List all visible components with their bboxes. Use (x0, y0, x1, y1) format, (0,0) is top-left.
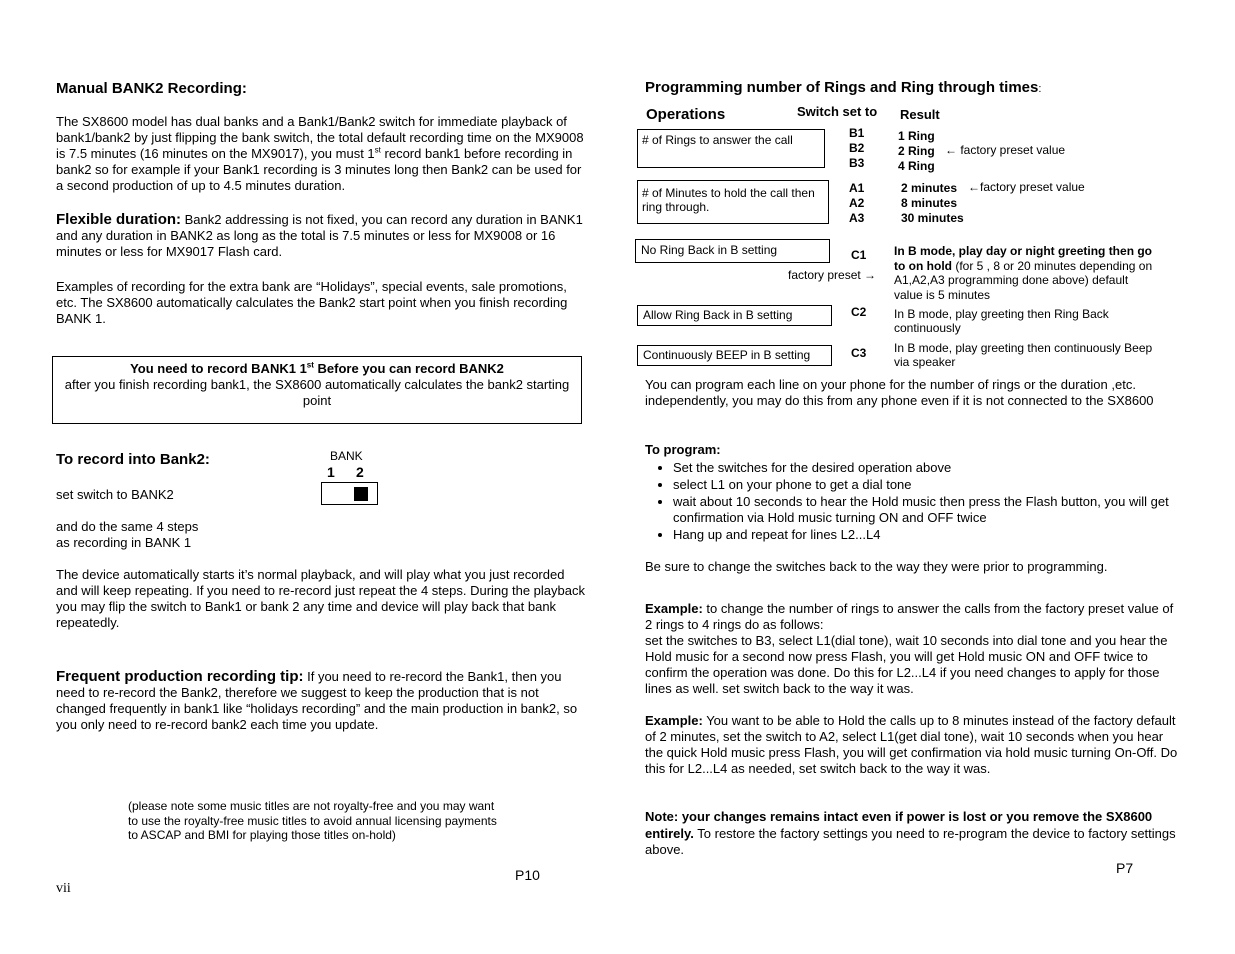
example-1-label: Example: (645, 601, 703, 616)
step-1: • Set the switches for the desired operation above (673, 460, 1198, 476)
code-c2: C2 (851, 305, 867, 319)
result-1-ring: 1 Ring (898, 129, 935, 143)
col-switch: Switch set to (797, 104, 878, 119)
code-b2: B2 (849, 141, 865, 155)
code-a1: A1 (849, 181, 865, 195)
note-text: To restore the factory settings you need to re-program the device to factory settings above. (645, 825, 1176, 857)
step-3: • wait about 10 seconds to hear the Hold music then press the Flash button, you will get confirmation via Hold music turning ON and OFF twice (673, 494, 1198, 526)
right-heading-colon: : (1038, 83, 1042, 95)
record-heading: To record into Bank2: (56, 451, 210, 468)
col-operations: Operations (646, 106, 726, 123)
example-2 (645, 713, 1180, 777)
op-minutes-box: # of Minutes to hold the call then ring through. (637, 180, 829, 224)
example-2-label: Example: (645, 713, 703, 728)
program-steps (645, 460, 1198, 544)
right-heading (645, 79, 1041, 96)
tip-paragraph (56, 669, 586, 733)
tip-text: If you need to re-record the Bank1, then you need to re-record the Bank2, therefore we suggest to keep the production that is not changed frequently in bank1 like “holidays recording” and the main production in bank2, so you only need to re-record bank2 each time you update. (56, 669, 578, 732)
notice-text: after you finish recording bank1, the SX8600 automatically calculates the bank2 starting point (64, 377, 570, 408)
flexible-text: Bank2 addressing is not fixed, you can record any duration in BANK1 and any duration in BANK2 as long as the total is 7.5 minutes or less for MX9008 or 16 minutes or less for MX9017 Flash card. (56, 212, 583, 259)
examples-paragraph: Examples of recording for the extra bank are “Holidays”, special events, sale promotions, etc. The SX8600 automatically calculates the Bank2 start point when you finish recording BANK 1. (56, 279, 568, 326)
step-4: • Hang up and repeat for lines L2...L4 (673, 527, 1198, 543)
step-2: • select L1 on your phone to get a dial tone (673, 477, 1198, 493)
page-number-right: P7 (1116, 860, 1134, 876)
result-c1-bold: In B mode, play day or night greeting then go to on hold (894, 244, 1153, 273)
example-1-text: to change the number of rings to answer the calls from the factory preset value of 2 rings to 4 rings do as follows: set the switches to B3, select L1(dial tone), wait 10 seconds into dial tone and you hear the Hold music for a second now press Flash, you will get Hold music ON and OFF twice to confirm the operation was done. Do this for L2...L4 if you need changes to apply for those lines as well. set switch back to the way it was. (645, 601, 1174, 696)
program-intro: You can program each line on your phone for the number of rings or the duration ,etc. independently, you may do this from any phone even if it is not connected to the SX8600 (645, 377, 1154, 408)
result-4-ring: 4 Ring (898, 159, 935, 173)
intro-text-2: record bank1 before recording in bank2 so for example if your Bank1 recording is 3 minutes long then Bank2 can be used for a second production of up to 4.5 minutes duration. (56, 146, 582, 193)
roman-page-number: vii (56, 881, 71, 896)
col-result: Result (900, 107, 940, 122)
result-c1-text: (for 5 , 8 or 20 minutes depending on A1,A2,A3 programming done above) default value is 5 minutes (894, 258, 1153, 302)
result-8-minutes: 8 minutes (901, 196, 958, 210)
notice-bold-1: You need to record BANK1 1 (130, 361, 307, 376)
bank-label: BANK (330, 449, 363, 463)
bank-switch[interactable] (321, 482, 378, 505)
factory-preset-minutes: ←factory preset value (968, 180, 1085, 194)
tip-label: Frequent production recording tip: (56, 668, 304, 685)
result-2-minutes: 2 minutes (901, 181, 958, 195)
notice-title (53, 357, 581, 377)
code-a3: A3 (849, 211, 865, 225)
notice-sup: st (306, 360, 314, 370)
intro-sup: st (374, 145, 381, 155)
op-beep-box: Continuously BEEP in B setting (637, 345, 832, 366)
code-c1: C1 (851, 248, 867, 262)
royalty-note: (please note some music titles are not royalty-free and you may want to use the royalty-free music titles to avoid annual licensing payments to ASCAP and BMI for playing those titles on-hold) (128, 799, 497, 842)
playback-paragraph: The device automatically starts it’s normal playback, and will play what you just recorded and will keep repeating. If you need to re-record just repeat the 4 steps. During the playback you may flip the switch to Bank1 or bank 2 any time and device will play back that bank repeatedly. (56, 567, 585, 630)
page-number-left: P10 (515, 867, 540, 883)
bank-2-label: 2 (356, 464, 364, 480)
right-heading-text: Programming number of Rings and Ring through times (645, 79, 1039, 96)
code-a2: A2 (849, 196, 865, 210)
code-b3: B3 (849, 156, 865, 170)
bank-1-label: 1 (327, 464, 335, 480)
notice-bold-2: Before you can record BANK2 (313, 361, 504, 376)
result-2-ring: 2 Ring (898, 144, 935, 158)
op-allow-ring-back-box: Allow Ring Back in B setting (637, 305, 832, 326)
result-c3: In B mode, play greeting then continuously Beep via speaker (894, 341, 1153, 369)
same-steps-line-1: and do the same 4 steps (56, 519, 199, 534)
result-c1 (894, 244, 1154, 302)
note-bold: Note: your changes remains intact even if power is lost or you remove the SX8600 entirely. (645, 809, 1153, 841)
example-2-text: You want to be able to Hold the calls up to 8 minutes instead of the factory default of 2 minutes, set the switch to A2, select L1(get dial tone), wait 10 seconds when you hear the quick Hold music press Flash, you will get confirmation via hold music turning On-Off. Do this for L2...L4 as needed, set switch back to the way it was. (645, 713, 1178, 776)
result-30-minutes: 30 minutes (901, 211, 964, 225)
intro-text-1: The SX8600 model has dual banks and a Bank1/Bank2 switch for immediate playback of bank1/bank2 by just flipping the bank switch, the total default recording time on the MX9008 is 7.5 minutes (16 minutes on the MX9017), you must 1 (56, 114, 584, 161)
op-no-ring-back-box: No Ring Back in B setting (635, 239, 830, 263)
factory-preset-rings: ← factory preset value (945, 143, 1066, 157)
switch-back-text: Be sure to change the switches back to the way they were prior to programming. (645, 559, 1108, 574)
notice-box (52, 356, 582, 424)
set-switch-text: set switch to BANK2 (56, 487, 174, 502)
code-c3: C3 (851, 346, 867, 360)
same-steps-line-2: as recording in BANK 1 (56, 535, 192, 550)
left-heading: Manual BANK2 Recording: (56, 80, 247, 97)
example-1 (645, 601, 1180, 697)
code-b1: B1 (849, 126, 865, 140)
factory-preset-c1: factory preset → (788, 268, 877, 282)
flexible-label: Flexible duration: (56, 211, 182, 228)
to-program-heading: To program: (645, 442, 721, 457)
op-rings-box: # of Rings to answer the call (637, 129, 825, 168)
switch-knob-icon (354, 487, 368, 501)
note-paragraph (645, 809, 1180, 859)
result-c2: In B mode, play greeting then Ring Back continuously (894, 307, 1109, 335)
intro-paragraph (56, 114, 591, 194)
flexible-paragraph (56, 212, 586, 260)
